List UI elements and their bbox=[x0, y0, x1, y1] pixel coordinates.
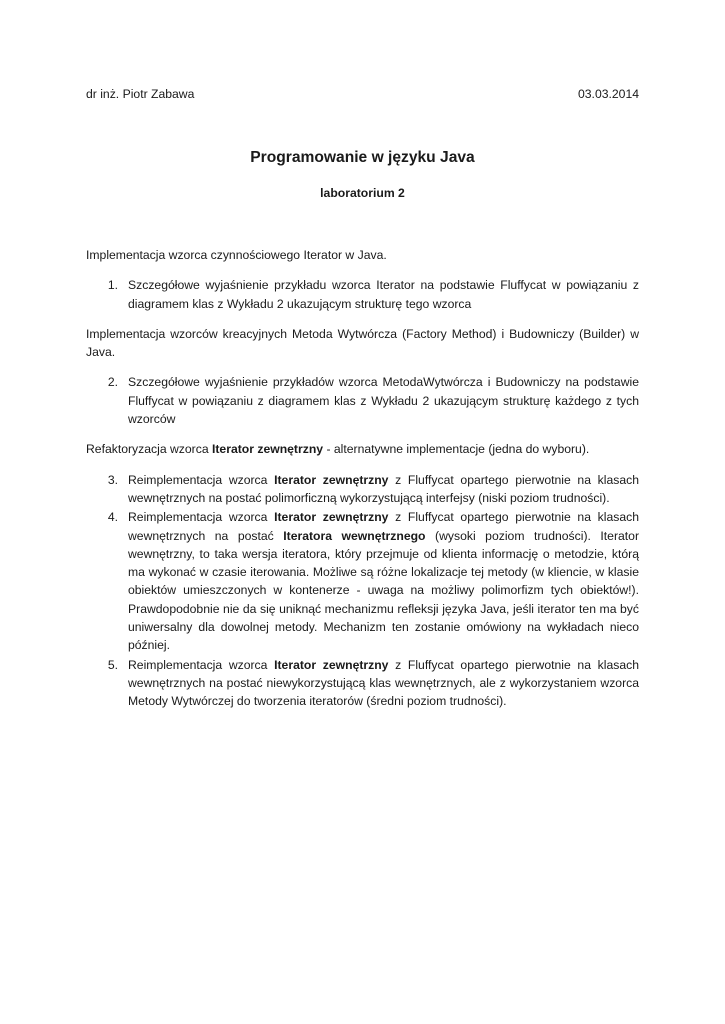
list-item-2 bbox=[86, 373, 639, 428]
document-title: Programowanie w języku Java bbox=[250, 149, 475, 166]
text-run: - alternatywne implementacje (jedna do wyboru). bbox=[323, 442, 590, 457]
list-item-4 bbox=[86, 508, 639, 654]
list-number: 4. bbox=[107, 510, 118, 525]
list-number: 2. bbox=[107, 375, 118, 390]
text-run: Reimplementacja wzorca bbox=[128, 657, 275, 672]
text-run: Refaktoryzacja wzorca bbox=[86, 442, 212, 457]
bold-term: Iteratora wewnętrznego bbox=[283, 528, 426, 543]
text-run: z Fluffycat opartego pierwotnie na klasach wewnętrznych na postać polimorficzną wykorzystującą interfejsy (niski poziom trudności). bbox=[128, 472, 639, 505]
list-text bbox=[128, 508, 639, 654]
list-item-3 bbox=[86, 471, 639, 508]
list-number: 3. bbox=[107, 472, 118, 487]
text-run: (wysoki poziom trudności). Iterator wewnętrzny, to taka wersja iteratora, który przejmuje od klienta informację o metodzie, którą ma wykonać w czasie iterowania. Możliwe są różne lokalizacje tej metody (w kliencie, w klasie obiektów umieszczonych w kontenerze - uwaga na możliwy polimorfizm tych obiektów!). Prawdopodobnie nie da się uniknąć mechanizmu refleksji języka Java, jeśli iterator ten ma być uniwersalny dla dowolnej metody. Mechanizm ten zostanie omówiony na wykładach nieco później. bbox=[128, 528, 640, 653]
bold-term: Iterator zewnętrzny bbox=[211, 442, 324, 457]
author-name: dr inż. Piotr Zabawa bbox=[86, 87, 195, 101]
list-text: Szczegółowe wyjaśnienie przykładów wzorca MetodaWytwórcza i Budowniczy na podstawie Fluffycat w powiązaniu z diagramem klas z Wykładu 2 ukazującym strukturę każdego z tych wzorców bbox=[128, 375, 639, 427]
section-refactoring-intro bbox=[86, 440, 639, 458]
bold-term: Iterator zewnętrzny bbox=[274, 510, 389, 525]
bold-term: Iterator zewnętrzny bbox=[274, 657, 389, 672]
section-creational-intro: Implementacja wzorców kreacyjnych Metoda Wytwórcza (Factory Method) i Budowniczy (Builder) w Java. bbox=[86, 326, 639, 360]
list-item-1 bbox=[86, 276, 639, 313]
text-run: Reimplementacja wzorca bbox=[128, 510, 275, 525]
text-run: z Fluffycat opartego pierwotnie na klasach wewnętrznych na postać bbox=[128, 510, 639, 543]
section-iterator-intro: Implementacja wzorca czynnościowego Iterator w Java. bbox=[86, 248, 387, 262]
document-subtitle: laboratorium 2 bbox=[320, 186, 405, 200]
page-header bbox=[86, 86, 639, 103]
text-run: Reimplementacja wzorca bbox=[128, 472, 275, 487]
list-text: Szczegółowe wyjaśnienie przykładu wzorca Iterator na podstawie Fluffycat w powiązaniu z diagramem klas z Wykładu 2 ukazującym strukturę tego wzorca bbox=[128, 278, 639, 311]
bold-term: Iterator zewnętrzny bbox=[274, 472, 389, 487]
document-body bbox=[86, 246, 639, 711]
list-number: 5. bbox=[107, 657, 118, 672]
list-text bbox=[128, 656, 639, 711]
document-date: 03.03.2014 bbox=[578, 87, 639, 101]
list-number: 1. bbox=[107, 278, 118, 293]
text-run: z Fluffycat opartego pierwotnie na klasach wewnętrznych na postać niewykorzystującą klas wewnętrznych, ale z wykorzystaniem wzorca Metody Wytwórczej do tworzenia iteratorów (średni poziom trudności). bbox=[128, 657, 639, 709]
list-text bbox=[128, 471, 639, 508]
list-item-5 bbox=[86, 656, 639, 711]
